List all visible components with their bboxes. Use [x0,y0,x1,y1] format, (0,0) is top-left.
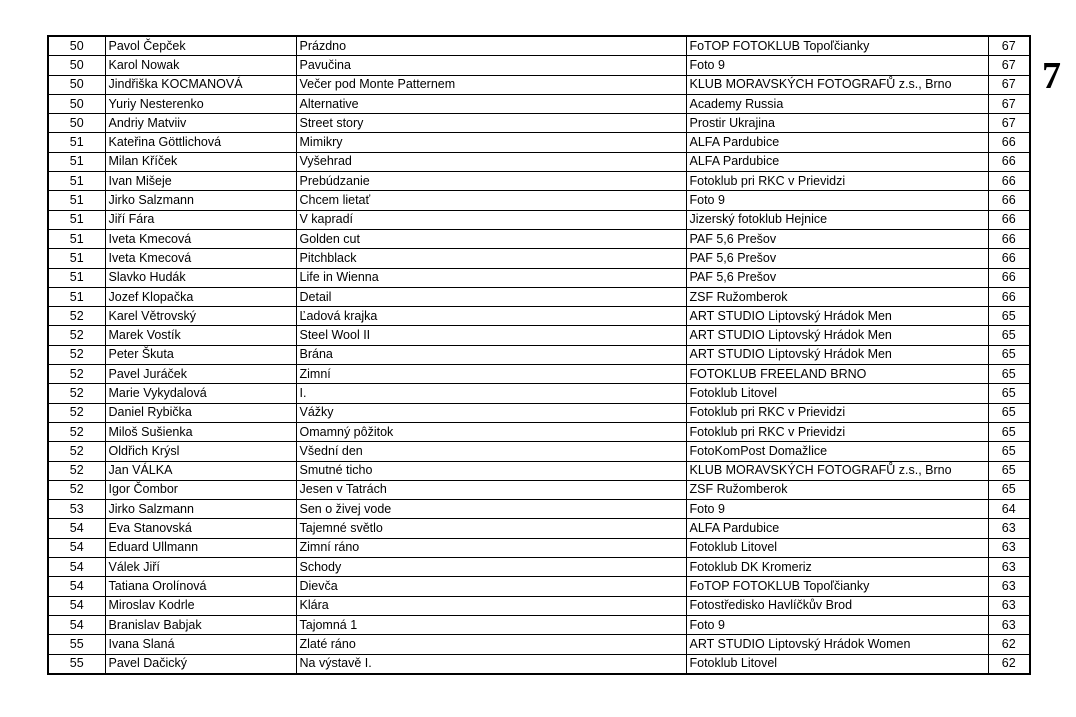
table-row [48,403,1030,422]
photo-title-cell: Steel Wool II [296,326,686,345]
author-cell: Peter Škuta [105,345,296,364]
score-cell: 65 [988,345,1030,364]
results-body [48,36,1030,674]
page-number: 7 [1042,55,1061,97]
rank-cell: 52 [48,345,105,364]
author-cell: Eva Stanovská [105,519,296,538]
table-row [48,75,1030,94]
club-cell: ZSF Ružomberok [686,480,988,499]
photo-title-cell: Alternative [296,94,686,113]
author-cell: Andriy Matviiv [105,114,296,133]
rank-cell: 52 [48,422,105,441]
rank-cell: 51 [48,172,105,191]
rank-cell: 51 [48,229,105,248]
author-cell: Pavol Čepček [105,36,296,56]
score-cell: 66 [988,172,1030,191]
score-cell: 65 [988,442,1030,461]
table-row [48,615,1030,634]
rank-cell: 52 [48,442,105,461]
club-cell: Academy Russia [686,94,988,113]
author-cell: Ivan Mišeje [105,172,296,191]
club-cell: ART STUDIO Liptovský Hrádok Women [686,635,988,654]
score-cell: 63 [988,596,1030,615]
photo-title-cell: Zimní [296,365,686,384]
club-cell: Prostir Ukrajina [686,114,988,133]
club-cell: Fotoklub pri RKC v Prievidzi [686,422,988,441]
author-cell: Iveta Kmecová [105,229,296,248]
club-cell: Fotoklub pri RKC v Prievidzi [686,403,988,422]
club-cell: Jizerský fotoklub Hejnice [686,210,988,229]
author-cell: Pavel Juráček [105,365,296,384]
rank-cell: 51 [48,287,105,306]
club-cell: Foto 9 [686,191,988,210]
photo-title-cell: Večer pod Monte Patternem [296,75,686,94]
rank-cell: 52 [48,480,105,499]
club-cell: ART STUDIO Liptovský Hrádok Men [686,307,988,326]
rank-cell: 50 [48,75,105,94]
rank-cell: 52 [48,326,105,345]
club-cell: FoTOP FOTOKLUB Topoľčianky [686,36,988,56]
author-cell: Daniel Rybička [105,403,296,422]
score-cell: 65 [988,461,1030,480]
table-row [48,287,1030,306]
table-row [48,229,1030,248]
table-row [48,249,1030,268]
table-row [48,191,1030,210]
photo-title-cell: Tajomná 1 [296,615,686,634]
club-cell: PAF 5,6 Prešov [686,268,988,287]
photo-title-cell: Dievča [296,577,686,596]
table-row [48,577,1030,596]
table-row [48,210,1030,229]
club-cell: PAF 5,6 Prešov [686,249,988,268]
photo-title-cell: Prebúdzanie [296,172,686,191]
table-row [48,558,1030,577]
author-cell: Miroslav Kodrle [105,596,296,615]
club-cell: Fotoklub Litovel [686,654,988,674]
photo-title-cell: Life in Wienna [296,268,686,287]
photo-title-cell: Mimikry [296,133,686,152]
photo-title-cell: Prázdno [296,36,686,56]
photo-title-cell: Na výstavě I. [296,654,686,674]
author-cell: Karel Větrovský [105,307,296,326]
rank-cell: 51 [48,191,105,210]
author-cell: Slavko Hudák [105,268,296,287]
rank-cell: 52 [48,307,105,326]
author-cell: Marek Vostík [105,326,296,345]
rank-cell: 54 [48,615,105,634]
author-cell: Jindřiška KOCMANOVÁ [105,75,296,94]
rank-cell: 50 [48,94,105,113]
rank-cell: 55 [48,635,105,654]
club-cell: ART STUDIO Liptovský Hrádok Men [686,345,988,364]
author-cell: Pavel Dačický [105,654,296,674]
photo-title-cell: Zlaté ráno [296,635,686,654]
score-cell: 65 [988,384,1030,403]
club-cell: Foto 9 [686,56,988,75]
rank-cell: 51 [48,133,105,152]
table-row [48,461,1030,480]
photo-title-cell: Zimní ráno [296,538,686,557]
score-cell: 66 [988,152,1030,171]
club-cell: Fotoklub Litovel [686,538,988,557]
score-cell: 63 [988,577,1030,596]
author-cell: Eduard Ullmann [105,538,296,557]
score-cell: 64 [988,500,1030,519]
table-row [48,365,1030,384]
rank-cell: 50 [48,56,105,75]
table-row [48,172,1030,191]
club-cell: ZSF Ružomberok [686,287,988,306]
photo-title-cell: Smutné ticho [296,461,686,480]
photo-title-cell: Street story [296,114,686,133]
author-cell: Iveta Kmecová [105,249,296,268]
club-cell: ALFA Pardubice [686,152,988,171]
table-row [48,307,1030,326]
rank-cell: 53 [48,500,105,519]
rank-cell: 54 [48,596,105,615]
photo-title-cell: Chcem lietať [296,191,686,210]
photo-title-cell: Pavučina [296,56,686,75]
score-cell: 67 [988,56,1030,75]
author-cell: Jirko Salzmann [105,191,296,210]
author-cell: Jirko Salzmann [105,500,296,519]
score-cell: 65 [988,480,1030,499]
score-cell: 65 [988,422,1030,441]
photo-title-cell: Tajemné světlo [296,519,686,538]
club-cell: KLUB MORAVSKÝCH FOTOGRAFŮ z.s., Brno [686,75,988,94]
rank-cell: 50 [48,36,105,56]
score-cell: 67 [988,36,1030,56]
table-row [48,500,1030,519]
score-cell: 65 [988,326,1030,345]
table-row [48,654,1030,674]
score-cell: 66 [988,287,1030,306]
photo-title-cell: Omamný pôžitok [296,422,686,441]
rank-cell: 51 [48,210,105,229]
table-row [48,480,1030,499]
rank-cell: 51 [48,249,105,268]
score-cell: 62 [988,654,1030,674]
photo-title-cell: Pitchblack [296,249,686,268]
score-cell: 66 [988,249,1030,268]
score-cell: 65 [988,403,1030,422]
author-cell: Válek Jiří [105,558,296,577]
photo-title-cell: Klára [296,596,686,615]
club-cell: ART STUDIO Liptovský Hrádok Men [686,326,988,345]
photo-title-cell: Golden cut [296,229,686,248]
rank-cell: 54 [48,577,105,596]
rank-cell: 52 [48,384,105,403]
author-cell: Karol Nowak [105,56,296,75]
score-cell: 66 [988,268,1030,287]
rank-cell: 55 [48,654,105,674]
score-cell: 63 [988,615,1030,634]
table-row [48,635,1030,654]
club-cell: ALFA Pardubice [686,519,988,538]
table-row [48,422,1030,441]
table-row [48,384,1030,403]
club-cell: Foto 9 [686,615,988,634]
rank-cell: 50 [48,114,105,133]
table-row [48,133,1030,152]
score-cell: 66 [988,133,1030,152]
author-cell: Branislav Babjak [105,615,296,634]
photo-title-cell: Vážky [296,403,686,422]
photo-title-cell: Všední den [296,442,686,461]
table-row [48,538,1030,557]
photo-title-cell: Vyšehrad [296,152,686,171]
rank-cell: 52 [48,365,105,384]
club-cell: Fotoklub DK Kromeriz [686,558,988,577]
table-row [48,36,1030,56]
photo-title-cell: Schody [296,558,686,577]
photo-title-cell: Sen o živej vode [296,500,686,519]
photo-title-cell: Brána [296,345,686,364]
photo-title-cell: Detail [296,287,686,306]
rank-cell: 52 [48,403,105,422]
club-cell: Foto 9 [686,500,988,519]
club-cell: FoTOP FOTOKLUB Topoľčianky [686,577,988,596]
club-cell: Fotostředisko Havlíčkův Brod [686,596,988,615]
author-cell: Tatiana Orolínová [105,577,296,596]
score-cell: 66 [988,210,1030,229]
score-cell: 65 [988,307,1030,326]
club-cell: ALFA Pardubice [686,133,988,152]
score-cell: 63 [988,519,1030,538]
author-cell: Jozef Klopačka [105,287,296,306]
rank-cell: 54 [48,558,105,577]
rank-cell: 51 [48,268,105,287]
author-cell: Jan VÁLKA [105,461,296,480]
rank-cell: 51 [48,152,105,171]
club-cell: Fotoklub Litovel [686,384,988,403]
score-cell: 67 [988,114,1030,133]
table-row [48,596,1030,615]
table-row [48,268,1030,287]
score-cell: 62 [988,635,1030,654]
club-cell: Fotoklub pri RKC v Prievidzi [686,172,988,191]
results-table [47,35,1031,675]
table-row [48,114,1030,133]
score-cell: 67 [988,75,1030,94]
score-cell: 66 [988,229,1030,248]
club-cell: PAF 5,6 Prešov [686,229,988,248]
photo-title-cell: Jesen v Tatrách [296,480,686,499]
author-cell: Igor Čombor [105,480,296,499]
table-row [48,326,1030,345]
score-cell: 66 [988,191,1030,210]
club-cell: FOTOKLUB FREELAND BRNO [686,365,988,384]
photo-title-cell: I. [296,384,686,403]
author-cell: Jiří Fára [105,210,296,229]
club-cell: FotoKomPost Domažlice [686,442,988,461]
photo-title-cell: Ľadová krajka [296,307,686,326]
score-cell: 67 [988,94,1030,113]
score-cell: 63 [988,558,1030,577]
table-row [48,56,1030,75]
table-row [48,94,1030,113]
rank-cell: 52 [48,461,105,480]
author-cell: Milan Kříček [105,152,296,171]
photo-title-cell: V kapradí [296,210,686,229]
rank-cell: 54 [48,519,105,538]
author-cell: Ivana Slaná [105,635,296,654]
author-cell: Marie Vykydalová [105,384,296,403]
score-cell: 63 [988,538,1030,557]
author-cell: Kateřina Göttlichová [105,133,296,152]
rank-cell: 54 [48,538,105,557]
table-row [48,519,1030,538]
author-cell: Miloš Sušienka [105,422,296,441]
club-cell: KLUB MORAVSKÝCH FOTOGRAFŮ z.s., Brno [686,461,988,480]
author-cell: Yuriy Nesterenko [105,94,296,113]
table-row [48,152,1030,171]
author-cell: Oldřich Krýsl [105,442,296,461]
table-row [48,345,1030,364]
score-cell: 65 [988,365,1030,384]
table-row [48,442,1030,461]
